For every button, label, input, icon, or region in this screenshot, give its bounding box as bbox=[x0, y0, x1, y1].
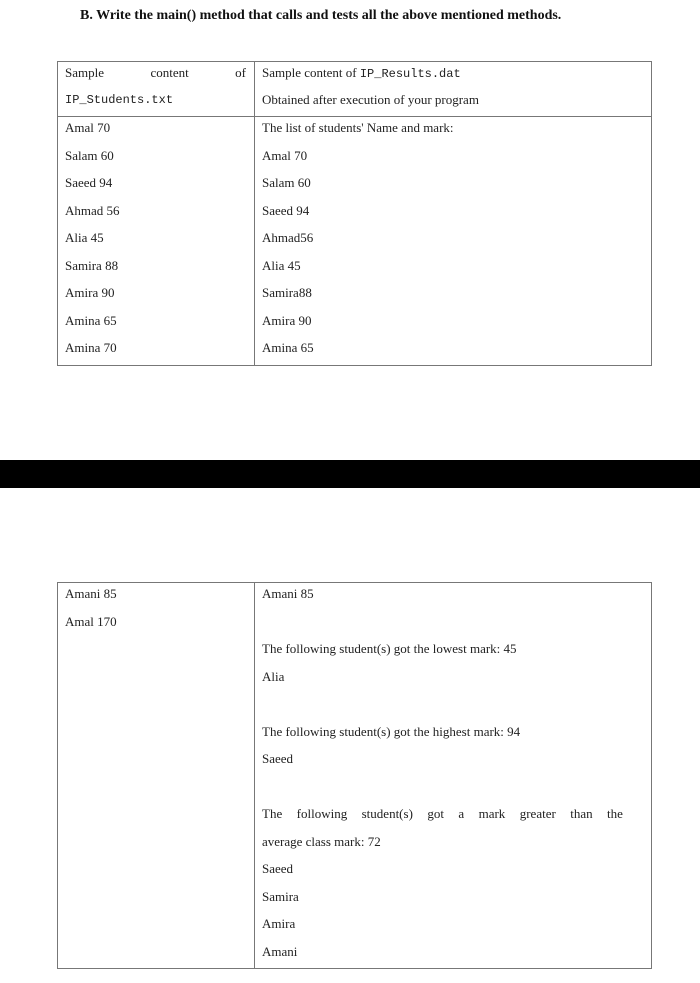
results-file-name: IP_Results.dat bbox=[359, 67, 461, 81]
list-item: Amira 90 bbox=[65, 285, 115, 300]
list-item: Amina 65 bbox=[65, 312, 117, 328]
label-word: student(s) bbox=[361, 806, 413, 821]
average-mark-line: average class mark: 72 bbox=[262, 833, 381, 849]
list-item: Saeed 94 bbox=[65, 175, 113, 190]
list-item: Amal 170 bbox=[65, 613, 117, 629]
above-average-student: Amira bbox=[262, 916, 296, 931]
label-word: The bbox=[262, 806, 283, 821]
list-item: Samira88 bbox=[262, 285, 312, 300]
list-item: Amina 65 bbox=[262, 340, 314, 355]
list-item: Ahmad 56 bbox=[65, 202, 120, 218]
list-item: Amal 70 bbox=[262, 147, 308, 163]
header-word: content bbox=[150, 65, 189, 80]
above-average-student: Amani bbox=[262, 943, 298, 959]
header-word: of bbox=[235, 65, 246, 80]
label-word: following bbox=[296, 806, 348, 821]
highest-mark-student: Saeed bbox=[262, 751, 294, 766]
list-item: Alia 45 bbox=[65, 230, 104, 245]
above-average-student: Saeed bbox=[262, 861, 294, 876]
list-item: Alia 45 bbox=[262, 257, 301, 273]
results-output-column bbox=[255, 117, 652, 366]
table-body-row bbox=[58, 583, 652, 969]
list-item: Amina 70 bbox=[65, 340, 117, 355]
list-item: Amal 70 bbox=[65, 120, 111, 135]
blank-line bbox=[262, 693, 651, 721]
list-item: The list of students' Name and mark: bbox=[262, 120, 454, 135]
blank-line bbox=[262, 776, 651, 804]
list-item: Samira 88 bbox=[65, 257, 119, 273]
above-average-student: Samira bbox=[262, 888, 299, 904]
list-item: Amira 90 bbox=[262, 312, 312, 328]
header-word: Sample bbox=[65, 65, 104, 80]
students-file-header bbox=[58, 62, 255, 117]
students-input-column bbox=[58, 583, 255, 969]
header-line bbox=[262, 62, 651, 89]
list-item: Salam 60 bbox=[262, 175, 311, 190]
sample-content-table-continued bbox=[57, 582, 652, 969]
table-body-row bbox=[58, 117, 652, 366]
list-item: Ahmad56 bbox=[262, 230, 314, 245]
results-output-column bbox=[255, 583, 652, 969]
header-prefix: Sample content of bbox=[262, 65, 360, 80]
header-subtitle: Obtained after execution of your program bbox=[262, 92, 479, 107]
label-word: mark bbox=[478, 806, 506, 821]
label-word: the bbox=[607, 806, 623, 821]
lowest-mark-student: Alia bbox=[262, 668, 285, 684]
highest-mark-label: The following student(s) got the highest mark: 94 bbox=[262, 723, 521, 739]
results-file-header bbox=[255, 62, 652, 117]
list-item: Saeed 94 bbox=[262, 202, 310, 218]
list-item: Amani 85 bbox=[262, 586, 314, 601]
list-item: Salam 60 bbox=[65, 147, 114, 163]
label-word: got bbox=[427, 806, 444, 821]
header-line bbox=[65, 62, 254, 89]
question-heading: B. Write the main() method that calls and tests all the above mentioned methods. bbox=[80, 8, 562, 23]
students-input-column bbox=[58, 117, 255, 366]
table-header-row bbox=[58, 62, 652, 117]
redaction-bar bbox=[0, 460, 700, 488]
sample-content-table bbox=[57, 61, 652, 366]
students-file-name: IP_Students.txt bbox=[65, 93, 174, 107]
above-average-label bbox=[262, 803, 651, 831]
label-word: greater bbox=[519, 806, 556, 821]
label-word: than bbox=[570, 806, 593, 821]
list-item: Amani 85 bbox=[65, 586, 117, 601]
lowest-mark-label: The following student(s) got the lowest mark: 45 bbox=[262, 641, 517, 656]
label-word: a bbox=[458, 806, 465, 821]
blank-line bbox=[262, 611, 651, 639]
